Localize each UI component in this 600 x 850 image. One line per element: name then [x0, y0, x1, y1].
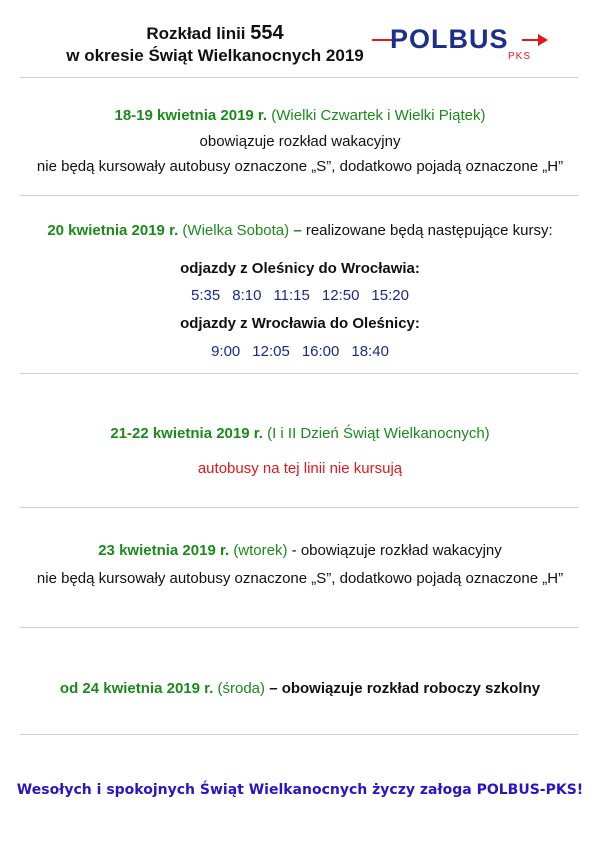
- logo-arrow-icon: [538, 34, 548, 46]
- section2-date: 20 kwietnia 2019 r.: [47, 222, 179, 239]
- section2-rest: realizowane będą następujące kursy:: [305, 222, 553, 239]
- departure-time: 9:00: [211, 343, 241, 360]
- section4-note: (wtorek): [233, 542, 288, 559]
- route2-heading: odjazdy z Wrocławia do Oleśnicy:: [180, 315, 420, 332]
- title-text: Rozkład linii: [146, 24, 246, 43]
- departure-time: 11:15: [273, 287, 310, 304]
- section3-line2: autobusy na tej linii nie kursują: [197, 460, 403, 477]
- departure-time: 12:05: [252, 343, 290, 360]
- section1-date: 18-19 kwietnia 2019 r.: [114, 107, 268, 124]
- section4-date: 23 kwietnia 2019 r.: [98, 542, 230, 559]
- section3-date: 21-22 kwietnia 2019 r.: [110, 425, 263, 442]
- section4-heading: [0, 542, 600, 560]
- section1-line3: nie będą kursowały autobusy oznaczone „S”, dodatkowo pojadą oznaczone „H”: [36, 158, 564, 175]
- section5-date: 24 kwietnia 2019 r.: [82, 680, 214, 697]
- section1-note: (Wielki Czwartek i Wielki Piątek): [271, 107, 486, 124]
- route2-times: [0, 343, 600, 361]
- divider: [20, 627, 578, 628]
- divider: [20, 373, 578, 374]
- departure-time: 12:50: [321, 287, 360, 304]
- section5-prefix: od: [59, 680, 79, 697]
- route1-heading: odjazdy z Oleśnicy do Wrocławia:: [180, 260, 420, 277]
- section1-line2: obowiązuje rozkład wakacyjny: [199, 133, 401, 150]
- section3-heading: [0, 425, 600, 443]
- section2-note: (Wielka Sobota): [182, 222, 290, 239]
- section3-note: (I i II Dzień Świąt Wielkanocnych): [267, 425, 490, 442]
- divider: [20, 77, 578, 78]
- section5-rest: – obowiązuje rozkład roboczy szkolny: [269, 680, 541, 697]
- departure-time: 8:10: [232, 287, 262, 304]
- section2-dash: –: [293, 222, 302, 239]
- section4-line2: nie będą kursowały autobusy oznaczone „S”, dodatkowo pojadą oznaczone „H”: [36, 570, 564, 587]
- divider: [20, 734, 578, 735]
- section4-rest: obowiązuje rozkład wakacyjny: [300, 542, 502, 559]
- departure-time: 15:20: [371, 287, 409, 304]
- departure-time: 16:00: [301, 343, 340, 360]
- logo-sub: PKS: [508, 51, 532, 62]
- section4-dash: -: [291, 542, 297, 559]
- departure-time: 18:40: [351, 343, 389, 360]
- logo-stripe-left: [372, 39, 392, 41]
- easter-greeting: Wesołych i spokojnych Świąt Wielkanocnych życzy załoga POLBUS-PKS!: [16, 782, 584, 798]
- polbus-logo: [372, 22, 572, 62]
- divider: [20, 507, 578, 508]
- section1-heading: [0, 107, 600, 125]
- logo-text: POLBUS: [390, 24, 509, 54]
- divider: [20, 195, 578, 196]
- title-line-1: [0, 22, 430, 45]
- line-number: 554: [250, 22, 284, 44]
- departure-time: 5:35: [191, 287, 221, 304]
- route1-times: [0, 287, 600, 305]
- section2-heading: [0, 222, 600, 240]
- title-line-2: w okresie Świąt Wielkanocnych 2019: [66, 46, 364, 65]
- section5-note: (środa): [217, 680, 266, 697]
- section5-heading: [0, 680, 600, 698]
